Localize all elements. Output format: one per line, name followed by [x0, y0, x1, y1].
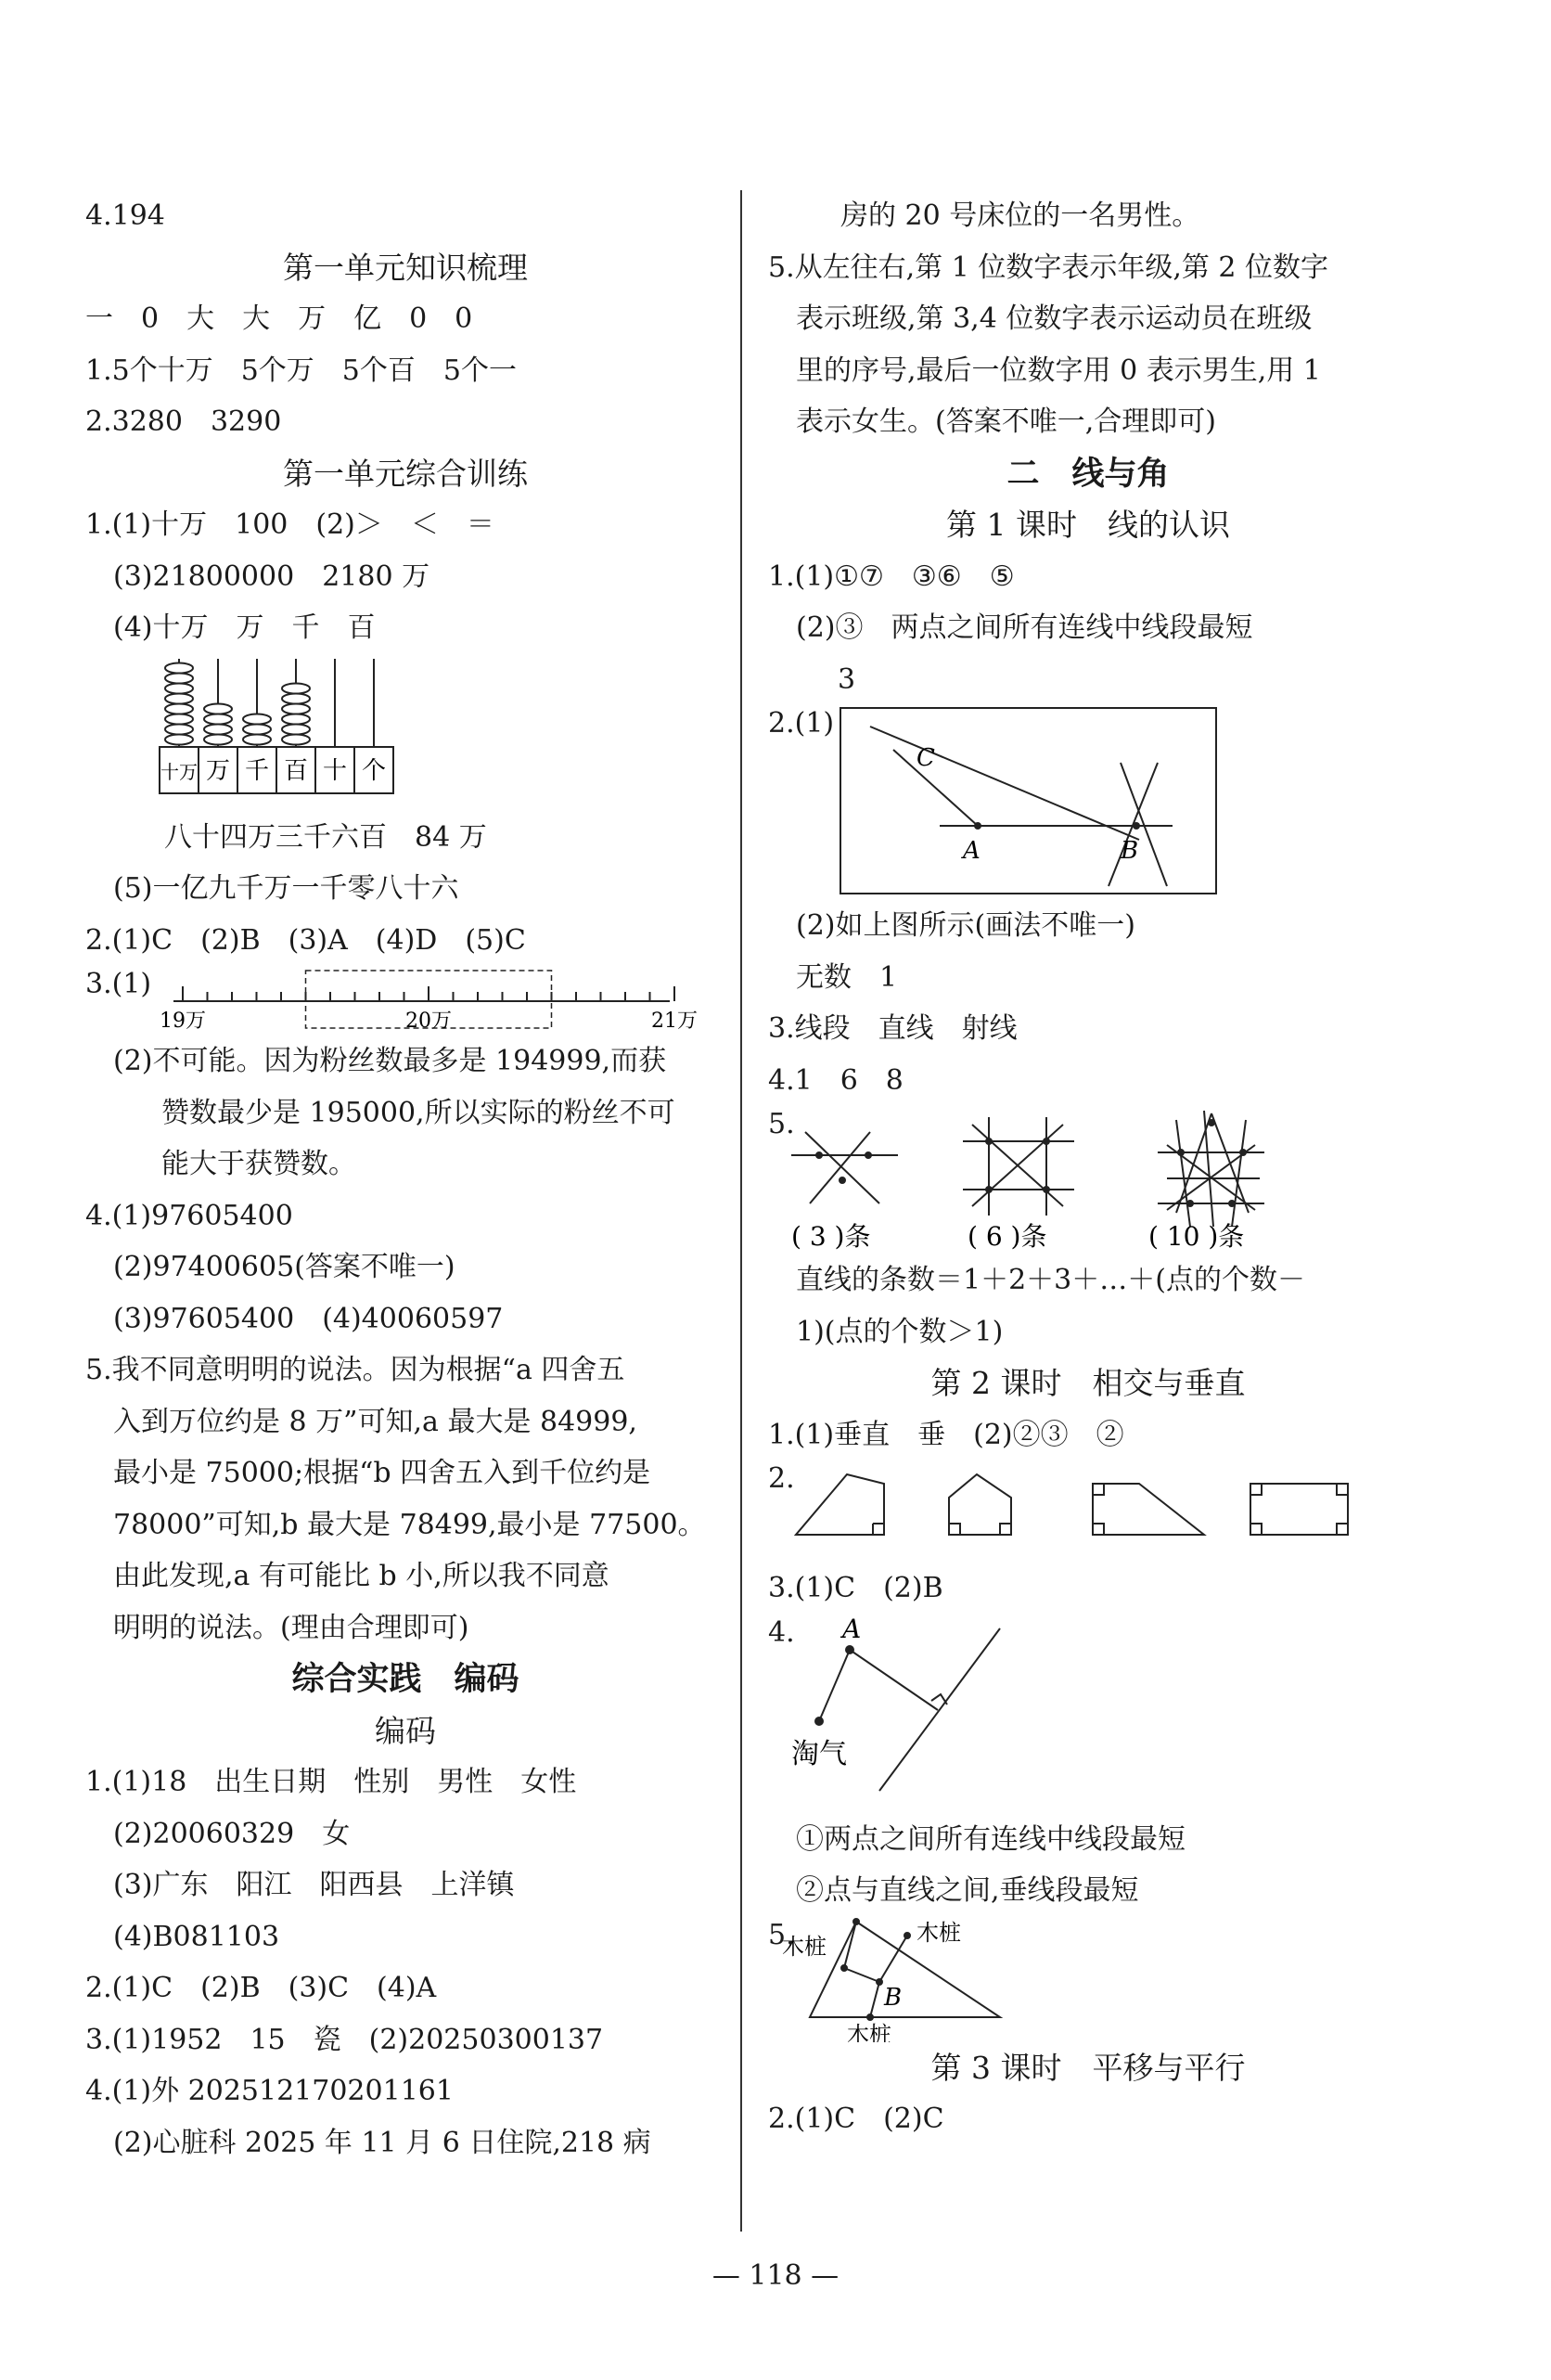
- answer-line: 78000”可知,b 最大是 78499,最小是 77500。: [113, 1508, 706, 1541]
- abacus-bead: [282, 703, 310, 714]
- number-line-label: 21万: [651, 1010, 698, 1033]
- answer-line: 3: [838, 663, 856, 696]
- answer-line: 4.(1)外 202512170201161: [85, 2075, 454, 2107]
- abacus-bead: [204, 714, 232, 724]
- abacus-place-label: 百: [283, 756, 309, 785]
- abacus-bead: [165, 693, 193, 703]
- abacus-bead: [165, 734, 193, 744]
- answer-line: 入到万位约是 8 万”可知,a 最大是 84999,: [113, 1405, 637, 1438]
- answer-line: (2)如上图所示(画法不唯一): [796, 909, 1135, 942]
- answer-line: 由此发现,a 有可能比 b 小,所以我不同意: [113, 1560, 609, 1592]
- abacus-bead: [204, 734, 232, 744]
- stake-svg: [768, 1917, 1408, 2042]
- abacus-bead: [165, 683, 193, 693]
- chapter-heading: 二 线与角: [1006, 454, 1170, 493]
- answer-line: 表示班级,第 3,4 位数字表示运动员在班级: [796, 302, 1313, 335]
- answer-line: (3)97605400 (4)40060597: [113, 1302, 504, 1335]
- point-label: 淘气: [791, 1737, 847, 1770]
- answer-line: (4)十万 万 千 百: [113, 611, 376, 644]
- answer-line: 里的序号,最后一位数字用 0 表示男生,用 1: [796, 354, 1321, 387]
- answer-line: 2.(1)C (2)B (3)C (4)A: [85, 1972, 437, 2004]
- stake-figure: [768, 1917, 1408, 2042]
- answer-line: 1)(点的个数＞1): [796, 1315, 1004, 1348]
- abacus-figure: [85, 654, 725, 812]
- point-label: C: [916, 744, 935, 772]
- stake-label: 木桩: [782, 1933, 827, 1960]
- point-label: B: [884, 1983, 903, 2012]
- number-line-figure: [85, 966, 725, 1036]
- answer-line: 直线的条数＝1＋2＋3＋…＋(点的个数－: [796, 1264, 1305, 1296]
- abacus-bead: [243, 714, 271, 724]
- count-label: ( 3 )条: [791, 1221, 871, 1252]
- point-label: B: [1121, 837, 1139, 865]
- answer-line: 无数 1: [796, 960, 898, 994]
- answer-line: (2)③ 两点之间所有连线中线段最短: [796, 611, 1253, 644]
- answer-line: 5.从左往右,第 1 位数字表示年级,第 2 位数字: [768, 251, 1329, 284]
- section-heading: 第一单元知识梳理: [283, 249, 528, 286]
- answer-line: (2)心脏科 2025 年 11 月 6 日住院,218 病: [113, 2126, 651, 2159]
- lesson-heading: 第 1 课时 线的认识: [946, 507, 1230, 543]
- lesson-heading: 第 3 课时 平移与平行: [930, 2049, 1246, 2086]
- number-line-label: 20万: [405, 1010, 452, 1033]
- answer-line: 4.1 6 8: [768, 1063, 904, 1097]
- answer-line: (3)广东 阳江 阳西县 上洋镇: [113, 1869, 515, 1901]
- answer-line: 表示女生。(答案不唯一,合理即可): [796, 405, 1216, 438]
- abacus-place-label: 个: [361, 756, 387, 785]
- abacus-svg: [85, 654, 725, 812]
- column-divider: [740, 190, 742, 2232]
- point-label: A: [842, 1614, 862, 1644]
- abacus-bead: [282, 724, 310, 734]
- answer-line: (3)21800000 2180 万: [113, 560, 430, 593]
- abacus-bead: [165, 714, 193, 724]
- answer-line: 最小是 75000;根据“b 四舍五入到千位约是: [113, 1457, 651, 1489]
- point-label: A: [963, 837, 981, 865]
- abacus-bead: [282, 734, 310, 744]
- answer-line: 4.(1)97605400: [85, 1199, 293, 1232]
- lines-count-figure: [768, 1106, 1408, 1254]
- abacus-bead: [165, 673, 193, 683]
- answer-line: 1.5个十万 5个万 5个百 5个一: [85, 354, 517, 387]
- abacus-bead: [243, 724, 271, 734]
- answer-line: 3.线段 直线 射线: [768, 1012, 1018, 1045]
- section-heading: 综合实践 编码: [291, 1660, 519, 1698]
- answer-line: ②点与直线之间,垂线段最短: [796, 1874, 1139, 1907]
- answer-line: 3.(1)C (2)B: [768, 1572, 943, 1604]
- answer-line: 1.(1)18 出生日期 性别 男性 女性: [85, 1766, 577, 1798]
- abacus-bead: [282, 693, 310, 703]
- question-prefix: 2.(1): [768, 707, 835, 740]
- answer-line: 房的 20 号床位的一名男性。: [840, 199, 1200, 232]
- abacus-place-label: 万: [205, 756, 231, 785]
- answer-line: (4)B081103: [113, 1920, 280, 1953]
- count-label: ( 6 )条: [968, 1221, 1047, 1252]
- question-prefix: 5.: [768, 1918, 795, 1951]
- answer-line: 1.(1)①⑦ ③⑥ ⑤: [768, 560, 1015, 593]
- answer-line: (2)97400605(答案不唯一): [113, 1251, 455, 1283]
- count-label: ( 10 )条: [1148, 1221, 1245, 1252]
- section-heading: 第一单元综合训练: [283, 455, 528, 492]
- number-line-svg: [85, 966, 725, 1036]
- answer-line: 2.3280 3290: [85, 405, 282, 438]
- answer-line: 一 0 大 大 万 亿 0 0: [85, 302, 473, 335]
- answer-line: 能大于获赞数。: [161, 1148, 356, 1180]
- answer-line: 2.(1)C (2)C: [768, 2103, 944, 2135]
- answer-line: 赞数最少是 195000,所以实际的粉丝不可: [161, 1096, 675, 1129]
- abacus-bead: [165, 703, 193, 714]
- answer-line: ①两点之间所有连线中线段最短: [796, 1822, 1186, 1856]
- abacus-bead: [243, 734, 271, 744]
- abacus-bead: [282, 714, 310, 724]
- answer-line: 明明的说法。(理由合理即可): [113, 1611, 469, 1644]
- line-figure-svg: [768, 705, 1408, 900]
- question-prefix: 5.: [768, 1108, 795, 1140]
- answer-line: (2)20060329 女: [113, 1817, 351, 1850]
- page-number: — 118 —: [711, 2259, 840, 2292]
- abacus-bead: [165, 663, 193, 673]
- stake-label: 木桩: [916, 1919, 961, 1946]
- question-prefix: 2.: [768, 1462, 795, 1495]
- abacus-bead: [204, 724, 232, 734]
- answer-line: 3.(1)1952 15 瓷 (2)20250300137: [85, 2023, 604, 2056]
- lesson-heading: 第 2 课时 相交与垂直: [930, 1365, 1246, 1401]
- stake-label: 木桩: [847, 2021, 891, 2042]
- line-figure: [768, 705, 1408, 900]
- answer-line: 2.(1)C (2)B (3)A (4)D (5)C: [85, 923, 526, 957]
- abacus-bead: [282, 683, 310, 693]
- answer-line: 4.194: [85, 199, 165, 232]
- abacus-place-label: 十: [322, 756, 348, 785]
- subsection-heading: 编码: [375, 1712, 436, 1749]
- question-prefix: 4.: [768, 1615, 795, 1649]
- question-prefix: 3.(1): [85, 968, 152, 1000]
- answer-line: 八十四万三千六百 84 万: [164, 820, 487, 854]
- abacus-place-label: 千: [244, 756, 270, 785]
- answer-line: (5)一亿九千万一千零八十六: [113, 872, 459, 905]
- answer-line: 1.(1)垂直 垂 (2)②③ ②: [768, 1418, 1124, 1451]
- shapes-svg: [768, 1460, 1408, 1563]
- perpendicular-svg: [768, 1615, 1408, 1814]
- answer-line: (2)不可能。因为粉丝数最多是 194999,而获: [113, 1045, 667, 1077]
- left-column: [85, 190, 725, 2168]
- number-line-label: 19万: [160, 1010, 206, 1033]
- abacus-bead: [204, 703, 232, 714]
- lines-count-svg: [768, 1106, 1408, 1254]
- shapes-figure: [768, 1460, 1408, 1563]
- right-column: [768, 190, 1408, 2145]
- abacus-bead: [165, 724, 193, 734]
- answer-line: 5.我不同意明明的说法。因为根据“a 四舍五: [85, 1354, 625, 1386]
- perpendicular-figure: [768, 1615, 1408, 1814]
- abacus-place-label: 十万: [160, 760, 198, 783]
- answer-line: 1.(1)十万 100 (2)＞ ＜ ＝: [85, 508, 494, 541]
